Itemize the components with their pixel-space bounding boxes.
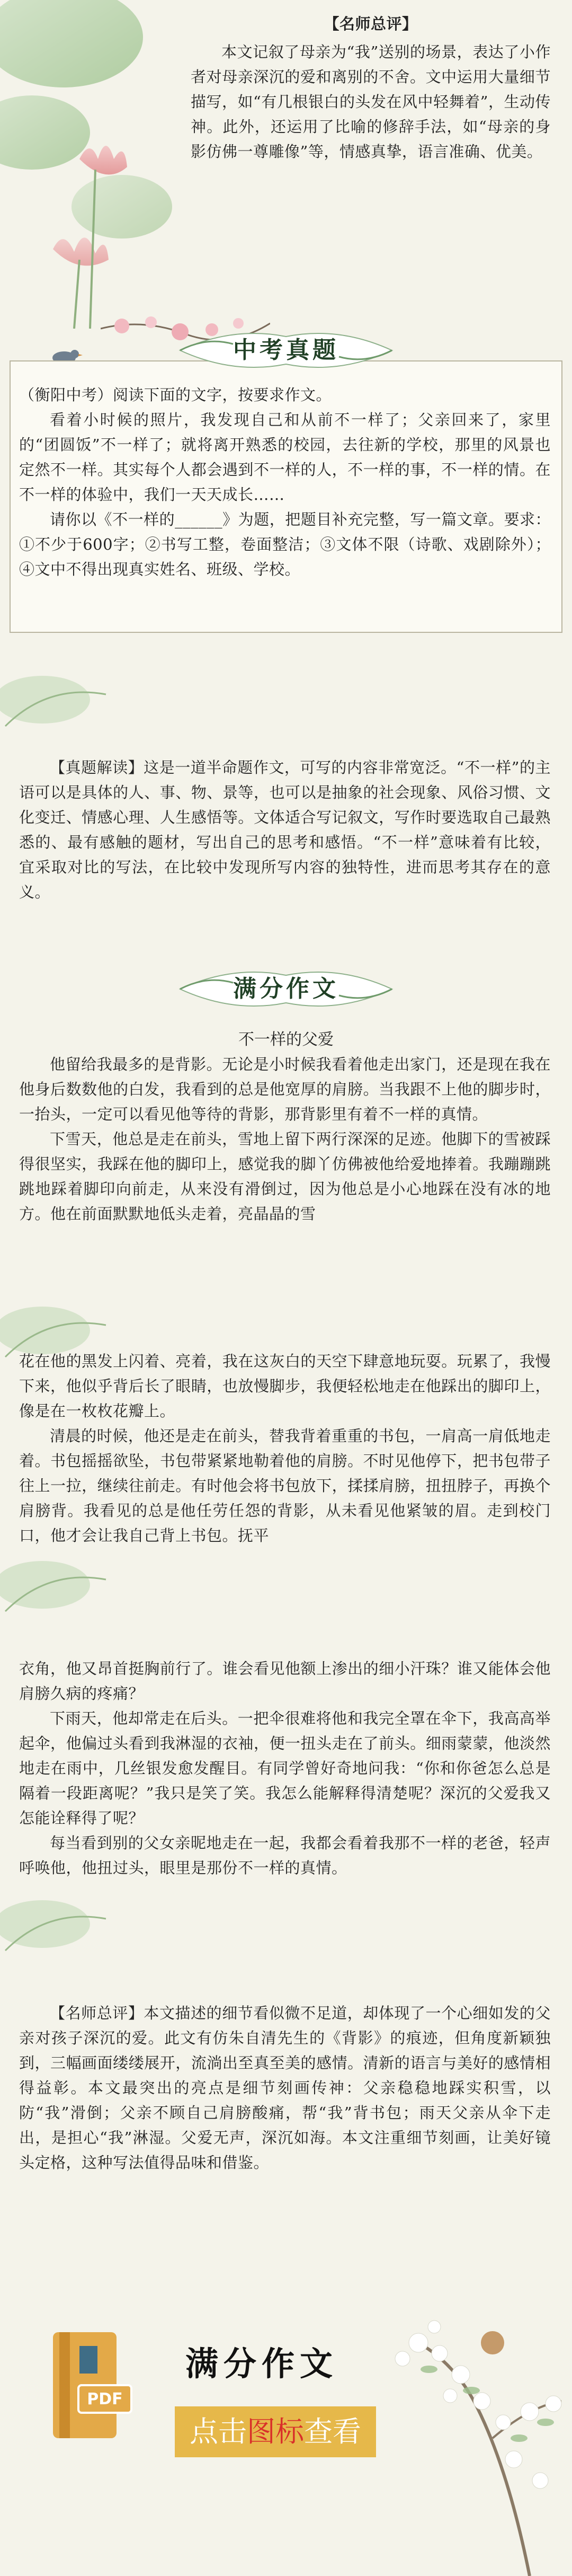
essay-p2-cont: 花在他的黑发上闪着、亮着，我在这灰白的天空下肆意地玩耍。玩累了，我慢下来，他似乎背后长了眼睛，也放慢脚步，我便轻松地走在他踩出的脚印上，像是在一枚枚花瓣上。 xyxy=(19,1352,551,1420)
essay-banner xyxy=(175,965,397,1013)
btn-text-pre: 点击 xyxy=(190,2415,247,2448)
pdf-label: PDF xyxy=(87,2390,123,2409)
essay-part-1 xyxy=(19,1052,551,1227)
view-button[interactable] xyxy=(175,2406,376,2457)
review-2-heading: 【名师总评】 xyxy=(50,2004,144,2022)
exam-passage: 看着小时候的照片，我发现自己和从前不一样了；父亲回来了，家里的“团圆饭”不一样了；就将离开熟悉的校园，去往新的学校，那里的风景也定然不一样。其实每个人都会遇到不一样的人，不一样的事，不一样的情。在不一样的体验中，我们一天天成长…… xyxy=(19,411,551,504)
review-1 xyxy=(191,12,551,164)
essay-p2: 下雪天，他总是走在前头，雪地上留下两行深深的足迹。他脚下的雪被踩得很坚实，我踩在他的脚印上，感觉我的脚丫仿佛被他给爱地捧着。我蹦蹦跳跳地踩着脚印向前走，从来没有滑倒过，因为他总是小心地踩在没有冰的地方。他在前面默默地低头走着，亮晶晶的雪 xyxy=(19,1130,551,1223)
essay-part-2 xyxy=(19,1349,551,1548)
exam-banner xyxy=(175,326,397,375)
analysis-text: 这是一道半命题作文，可写的内容非常宽泛。“不一样”的主语可以是具体的人、事、物、景等，也可以是抽象的社会现象、风俗习惯、文化变迁、情感心理、人生感悟等。文体适合写记叙文，写作时要选取自己最熟悉的、最有感触的题材，写出自己的思考和感悟。“不一样”意味着有比较，宜采取对比的写法，在比较中发现所写内容的独特性，进而思考其存在的意义。 xyxy=(19,758,551,901)
green-leaf-decoration xyxy=(0,663,138,737)
essay-title: 不一样的父爱 xyxy=(238,1030,334,1049)
analysis xyxy=(19,755,551,905)
essay-p3-cont: 衣角，他又昂首挺胸前行了。谁会看见他额上渗出的细小汗珠？谁又能体会他肩膀久病的疼痛？ xyxy=(19,1660,551,1702)
exam-task: 请你以《不一样的______》为题，把题目补充完整，写一篇文章。要求：①不少于600字；②书写工整，卷面整洁；③文体不限（诗歌、戏剧除外）；④文中不得出现真实姓名、班级、学校。 xyxy=(19,510,551,578)
analysis-heading: 【真题解读】 xyxy=(50,758,144,777)
review-2 xyxy=(19,2001,551,2175)
essay-p4: 下雨天，他却常走在后头。一把伞很难将他和我完全罩在伞下，我高高举起伞，他偏过头看到我淋湿的衣袖，便一扭头走在了前头。细雨蒙蒙，他淡然地走在雨中，几丝银发愈发醒目。有同学曾好奇地问我：“你和你爸怎么总是隔着一段距离呢？”我只是笑了笑。我怎么能解释得清楚呢？深沉的父爱我又怎能诠释得了呢？ xyxy=(19,1709,551,1827)
lotus-leaf-decoration xyxy=(0,0,175,329)
exam-source: （衡阳中考）阅读下面的文字，按要求作文。 xyxy=(19,386,332,404)
essay-p3: 清晨的时候，他还是走在前头，替我背着重重的书包，一肩高一肩低地走着。书包摇摇欲坠，书包带紧紧地勒着他的肩膀。不时见他停下，把书包带子往上一拉，继续往前走。有时他会将书包放下，揉揉肩膀，扭扭脖子，再换个肩膀背。我看见的总是他任劳任怨的背影，从未看见他紧皱的眉。走到校门口，他才会让我自己背上书包。抚平 xyxy=(19,1427,551,1545)
flower-tree-decoration xyxy=(371,2247,572,2576)
review-2-text: 本文描述的细节看似微不足道，却体现了一个心细如发的父亲对孩子深沉的爱。此文有仿朱自清先生的《背影》的痕迹，但角度新颖独到，三幅画面缕缕展开，流淌出至真至美的感情。清新的语言与美好的感情相得益彰。本文最突出的亮点是细节刻画传神：父亲稳稳地踩实积雪，以防“我”滑倒；父亲不顾自己肩膀酸痛，帮“我”背书包；雨天父亲从伞下走出，是担心“我”淋湿。父爱无声，深沉如海。本文注重细节刻画，让美好镜头定格，这种写法值得品味和借鉴。 xyxy=(19,2004,551,2172)
btn-text-post: 查看 xyxy=(304,2415,361,2448)
essay-p5: 每当看到别的父女亲昵地走在一起，我都会看着我那不一样的老爸，轻声呼唤他，他扭过头，眼里是那份不一样的真情。 xyxy=(19,1834,551,1877)
book-pdf-icon xyxy=(48,2327,138,2443)
footer-card[interactable] xyxy=(48,2327,392,2496)
exam-banner-title: 中考真题 xyxy=(233,337,339,364)
green-leaf-decoration xyxy=(0,1887,138,1961)
essay-p1: 他留给我最多的是背影。无论是小时候我看着他走出家门，还是现在我在他身后数数他的白发，我看到的总是他宽厚的肩膀。当我跟不上他的脚步时，一抬头，一定可以看见他等待的背影，那背影里有着不一样的真情。 xyxy=(19,1055,551,1123)
btn-text-highlight: 图标 xyxy=(247,2415,304,2448)
exam-content xyxy=(19,383,551,582)
review-1-text: 本文记叙了母亲为“我”送别的场景，表达了小作者对母亲深沉的爱和离别的不舍。文中运用大量细节描写，如“有几根银白的头发在风中轻舞着”，生动传神。此外，还运用了比喻的修辞手法，如“母亲的身影仿佛一尊雕像”等，情感真挚，语言准确、优美。 xyxy=(191,43,551,161)
footer-title: 满分作文 xyxy=(185,2344,338,2383)
essay-part-3 xyxy=(19,1656,551,1881)
green-leaf-decoration xyxy=(0,1548,138,1622)
review-1-heading: 【名师总评】 xyxy=(324,15,418,33)
essay-banner-title: 满分作文 xyxy=(233,975,339,1002)
